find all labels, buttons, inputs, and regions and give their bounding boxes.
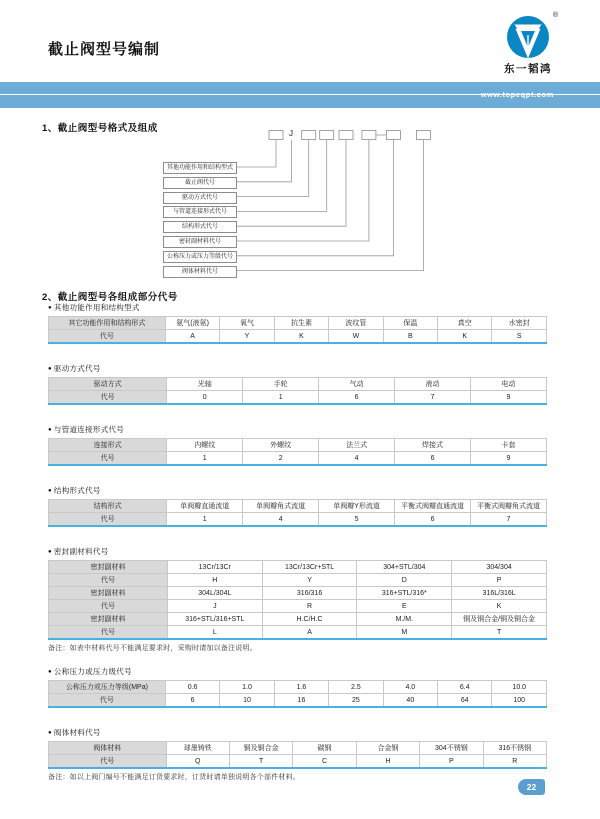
value-cell: 7 (395, 391, 471, 405)
table-section-heading (48, 728, 547, 738)
section2-heading: 2、截止阀型号各组成部分代号 (42, 292, 178, 303)
table-row (49, 626, 547, 640)
diagram-label: 密封副材料代号 (163, 236, 237, 248)
value-cell: 316+STL/316* (357, 587, 452, 600)
value-cell: 4 (319, 452, 395, 466)
table-row (49, 613, 547, 626)
value-cell: 水密封 (492, 317, 547, 330)
value-cell: 焊接式 (395, 439, 471, 452)
row-label-cell: 结构形式 (49, 500, 167, 513)
diagram-label: 结构形式代号 (163, 221, 237, 233)
model-code-box (320, 131, 334, 140)
row-label-cell: 代号 (49, 513, 167, 527)
value-cell: 气动 (319, 378, 395, 391)
connector-line (235, 140, 309, 197)
value-cell: 波纹管 (329, 317, 383, 330)
table-block (48, 303, 547, 344)
diagram-label: 驱动方式代号 (163, 192, 237, 204)
value-cell: 16 (274, 694, 328, 708)
section1-heading: 1、截止阀型号格式及组成 (42, 123, 158, 134)
value-cell: K (274, 330, 328, 344)
value-cell: 304不锈钢 (420, 742, 483, 755)
diagram-label: 与管道连接形式代号 (163, 206, 237, 218)
website-link[interactable]: www.topeqpt.com (480, 90, 554, 99)
table-block (48, 728, 547, 782)
value-cell: P (420, 755, 483, 769)
value-cell: 液动 (395, 378, 471, 391)
value-cell: 平衡式阀瓣直通流道 (395, 500, 471, 513)
value-cell: 316不锈钢 (483, 742, 546, 755)
value-cell: 6 (319, 391, 395, 405)
value-cell: T (229, 755, 292, 769)
value-cell: 4.0 (383, 681, 437, 694)
value-cell: 9 (471, 391, 547, 405)
value-cell: 合金钢 (356, 742, 419, 755)
connector-line (235, 140, 276, 167)
value-cell: M./M. (357, 613, 452, 626)
table-row (49, 587, 547, 600)
value-cell: 6 (165, 694, 219, 708)
value-cell: 2 (243, 452, 319, 466)
table-row (49, 574, 547, 587)
row-label-cell: 公称压力或压力等级(MPa) (49, 681, 166, 694)
value-cell: 碳钢 (293, 742, 356, 755)
table-block (48, 486, 547, 527)
table-section-heading (48, 667, 547, 677)
header-banner (0, 82, 600, 108)
value-cell: 单阀瓣Y形流道 (319, 500, 395, 513)
row-label-cell: 密封副材料 (49, 613, 168, 626)
value-cell: E (357, 600, 452, 613)
table-row (49, 500, 547, 513)
value-cell: 单阀瓣直通流道 (167, 500, 243, 513)
table-section-heading-label: 密封副材料代号 (53, 547, 109, 556)
value-cell: R (262, 600, 357, 613)
value-cell: 1 (167, 513, 243, 527)
value-cell: P (452, 574, 547, 587)
table-section-heading (48, 547, 547, 557)
value-cell: 6 (395, 452, 471, 466)
table-row (49, 600, 547, 613)
row-label-cell: 密封副材料 (49, 587, 168, 600)
code-table (48, 438, 547, 466)
value-cell: 保温 (383, 317, 437, 330)
value-cell: 铜及铜合金 (229, 742, 292, 755)
table-row (49, 561, 547, 574)
table-row (49, 513, 547, 527)
value-cell: 1.0 (220, 681, 274, 694)
table-row (49, 439, 547, 452)
page-number-badge: 22 (518, 779, 545, 795)
row-label-cell: 代号 (49, 694, 166, 708)
value-cell: 13Cr/13Cr (167, 561, 262, 574)
row-label-cell: 密封副材料 (49, 561, 168, 574)
value-cell: 316+STL/316+STL (167, 613, 262, 626)
value-cell: J (167, 600, 262, 613)
tables (48, 303, 547, 796)
connector-line (235, 140, 369, 241)
table-row (49, 391, 547, 405)
code-table (48, 680, 547, 708)
value-cell: T (452, 626, 547, 640)
connector-line (235, 140, 327, 212)
row-label-cell: 代号 (49, 626, 168, 640)
value-cell: 平衡式阀瓣角式流道 (471, 500, 547, 513)
bullet-icon: ● (48, 488, 54, 494)
diagram-label: 阀体材料代号 (163, 266, 237, 278)
registered-trademark-icon: ® (552, 12, 558, 19)
table-block (48, 667, 547, 708)
value-cell: 1.6 (274, 681, 328, 694)
value-cell: 单阀瓣角式流道 (243, 500, 319, 513)
value-cell: 手轮 (243, 378, 319, 391)
value-cell: 304L/304L (167, 587, 262, 600)
table-block (48, 425, 547, 466)
code-table (48, 499, 547, 527)
row-label-cell: 代号 (49, 452, 167, 466)
table-section-heading-label: 阀体材料代号 (53, 728, 101, 737)
value-cell: L (167, 626, 262, 640)
table-row (49, 694, 547, 708)
value-cell: 6 (395, 513, 471, 527)
table-row (49, 317, 547, 330)
value-cell: B (383, 330, 437, 344)
value-cell: A (165, 330, 219, 344)
value-cell: M (357, 626, 452, 640)
value-cell: H (167, 574, 262, 587)
value-cell: K (438, 330, 492, 344)
table-section-heading (48, 425, 547, 435)
value-cell: C (293, 755, 356, 769)
value-cell: 真空 (438, 317, 492, 330)
bullet-icon: ● (48, 730, 54, 736)
value-cell: 铜及铜合金/铜及铜合金 (452, 613, 547, 626)
model-code-box (269, 131, 283, 140)
value-cell: Y (262, 574, 357, 587)
value-cell: 内螺纹 (167, 439, 243, 452)
row-label-cell: 代号 (49, 755, 167, 769)
table-row (49, 330, 547, 344)
value-cell: 10.0 (492, 681, 547, 694)
value-cell: 25 (329, 694, 383, 708)
value-cell: 抗生素 (274, 317, 328, 330)
bullet-icon: ● (48, 366, 54, 372)
model-code-box (386, 131, 400, 140)
bullet-icon: ● (48, 549, 54, 555)
code-table (48, 377, 547, 405)
value-cell: 316L/316L (452, 587, 547, 600)
value-cell: 球墨铸铁 (166, 742, 229, 755)
model-code-box (339, 131, 353, 140)
value-cell: 7 (471, 513, 547, 527)
page-title: 截止阀型号编制 (48, 41, 161, 58)
table-section-heading-label: 与管道连接形式代号 (53, 425, 125, 434)
table-note: 备注：如表中材料代号不能满足要求时，采购时请加以备注说明。 (48, 645, 257, 652)
table-section-heading (48, 303, 547, 313)
value-cell: 氧气 (220, 317, 274, 330)
table-block (48, 547, 547, 653)
connector-line (235, 140, 292, 182)
value-cell: Q (166, 755, 229, 769)
value-cell: 304+STL/304 (357, 561, 452, 574)
value-cell: 100 (492, 694, 547, 708)
bullet-icon: ● (48, 669, 54, 675)
value-cell: 304/304 (452, 561, 547, 574)
diagram-label: 公称压力或压力等级代号 (163, 251, 237, 263)
value-cell: S (492, 330, 547, 344)
model-code-box (362, 131, 376, 140)
value-cell: 卡套 (471, 439, 547, 452)
bullet-icon: ● (48, 305, 54, 311)
table-section-heading-label: 结构形式代号 (53, 486, 101, 495)
value-cell: 1 (243, 391, 319, 405)
table-row (49, 452, 547, 466)
row-label-cell: 阀体材料 (49, 742, 167, 755)
value-cell: 316/316 (262, 587, 357, 600)
table-section-heading-label: 驱动方式代号 (53, 364, 101, 373)
value-cell: 外螺纹 (243, 439, 319, 452)
valve-logo-icon (506, 15, 550, 59)
model-code-box (302, 131, 316, 140)
table-block (48, 364, 547, 405)
value-cell: 6.4 (438, 681, 492, 694)
diagram-label: 其他功能作用和结构型式 (163, 162, 237, 174)
connector-line (235, 140, 393, 256)
value-cell: H (356, 755, 419, 769)
code-table (48, 560, 547, 640)
brand-name: 东一韬鸿 (504, 63, 552, 75)
row-label-cell: 代号 (49, 574, 168, 587)
table-section-heading (48, 364, 547, 374)
value-cell: 13Cr/13Cr+STL (262, 561, 357, 574)
value-cell: 2.5 (329, 681, 383, 694)
value-cell: 1 (167, 452, 243, 466)
value-cell: 0 (167, 391, 243, 405)
value-cell: 电动 (471, 378, 547, 391)
row-label-cell: 驱动方式 (49, 378, 167, 391)
table-note: 备注：如以上阀门编号不能满足订货要求时，订货时请单独说明各个部件材料。 (48, 774, 300, 781)
connector-line (235, 140, 346, 226)
value-cell: H.C/H.C (262, 613, 357, 626)
value-cell: D (357, 574, 452, 587)
value-cell: 法兰式 (319, 439, 395, 452)
bullet-icon: ● (48, 427, 54, 433)
row-label-cell: 代号 (49, 330, 166, 344)
value-cell: 氨气(液氨) (165, 317, 219, 330)
code-table (48, 316, 547, 344)
value-cell: 5 (319, 513, 395, 527)
value-cell: 9 (471, 452, 547, 466)
value-cell: 4 (243, 513, 319, 527)
brand-logo (496, 12, 560, 76)
value-cell: Y (220, 330, 274, 344)
value-cell: 光轴 (167, 378, 243, 391)
table-row (49, 378, 547, 391)
row-label-cell: 代号 (49, 600, 168, 613)
value-cell: 0.6 (165, 681, 219, 694)
value-cell: 40 (383, 694, 437, 708)
valve-code-letter: J (289, 129, 293, 138)
value-cell: R (483, 755, 546, 769)
value-cell: 10 (220, 694, 274, 708)
row-label-cell: 其它功能作用和结构形式 (49, 317, 166, 330)
model-code-box (416, 131, 430, 140)
row-label-cell: 代号 (49, 391, 167, 405)
value-cell: W (329, 330, 383, 344)
row-label-cell: 连接形式 (49, 439, 167, 452)
table-row (49, 742, 547, 755)
value-cell: 64 (438, 694, 492, 708)
table-section-heading-label: 其他功能作用和结构型式 (53, 303, 140, 312)
value-cell: A (262, 626, 357, 640)
code-table (48, 741, 547, 769)
value-cell: K (452, 600, 547, 613)
connector-line (235, 140, 423, 271)
table-section-heading (48, 486, 547, 496)
table-row (49, 755, 547, 769)
table-section-heading-label: 公称压力或压力级代号 (53, 667, 132, 676)
table-row (49, 681, 547, 694)
diagram-label: 截止阀代号 (163, 177, 237, 189)
